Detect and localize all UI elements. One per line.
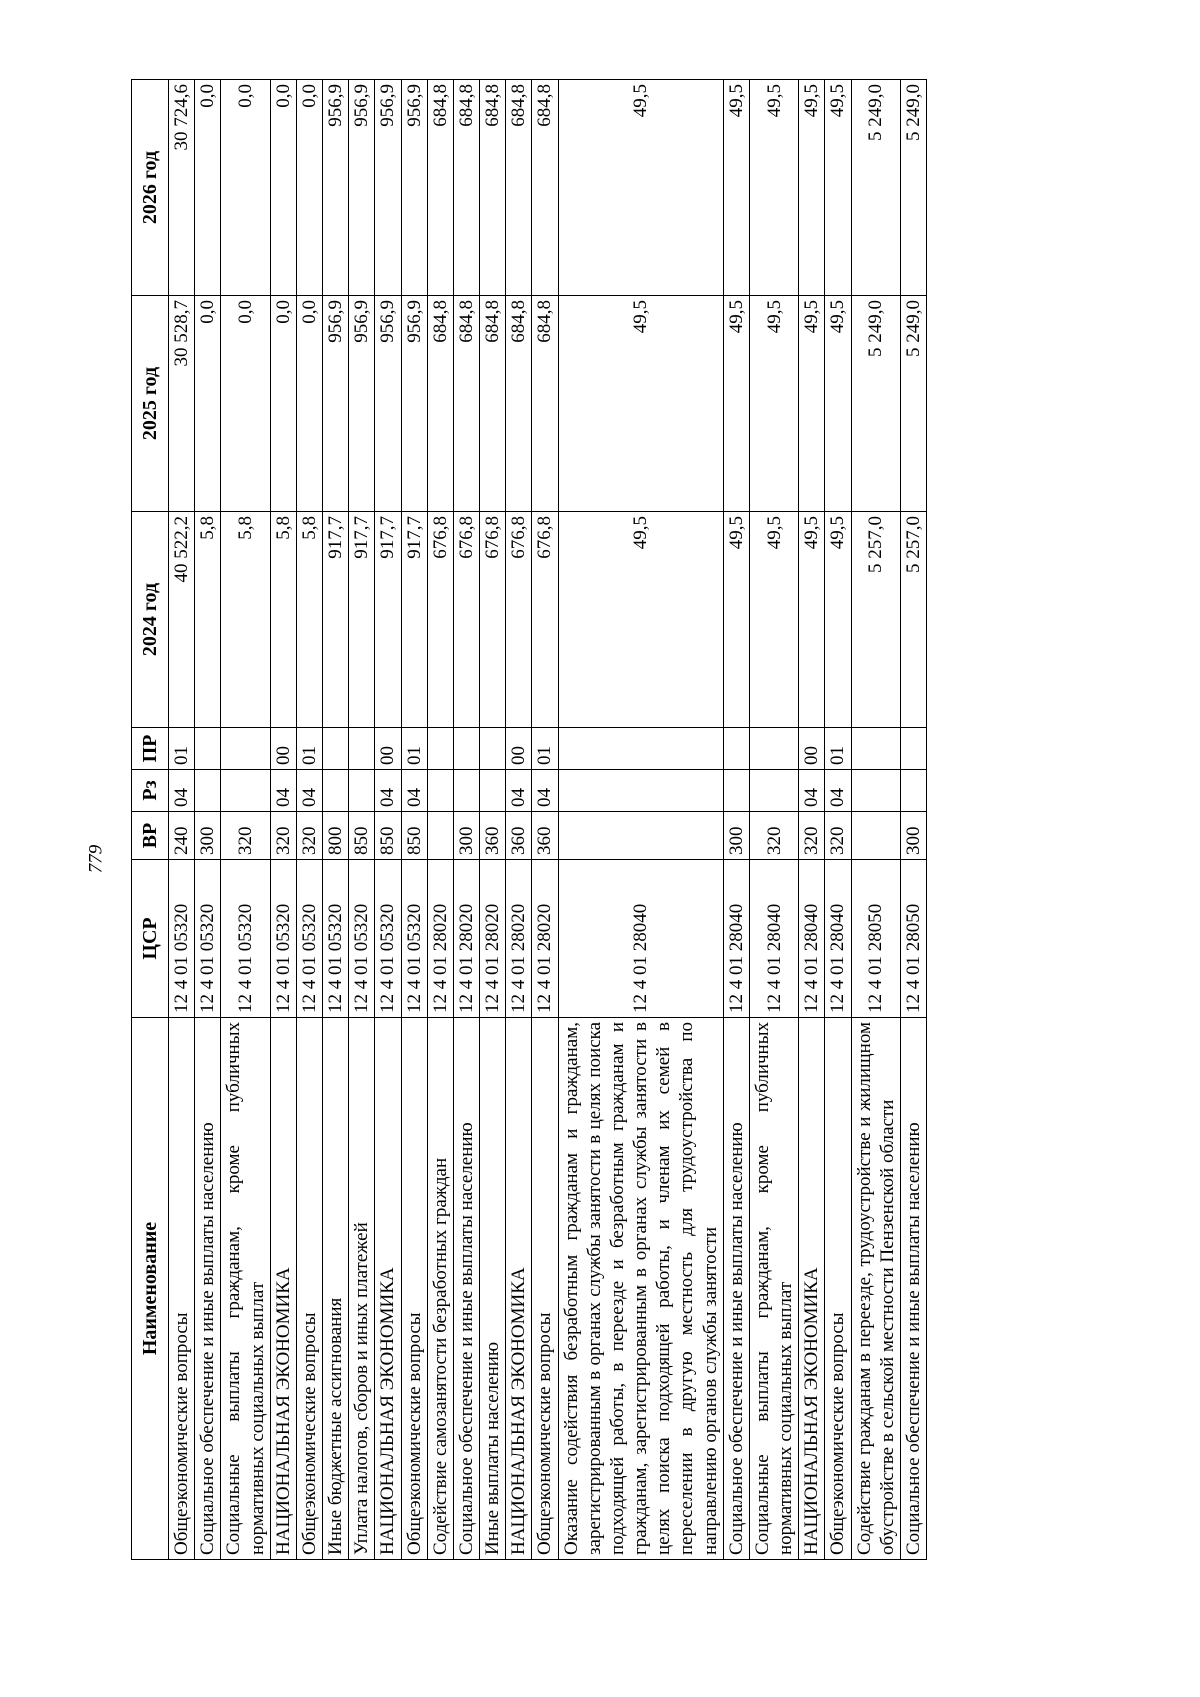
cell-pr: 00 bbox=[799, 728, 825, 770]
cell-2025: 956,9 bbox=[401, 296, 427, 512]
cell-2026: 684,8 bbox=[506, 80, 532, 296]
cell-2024: 917,7 bbox=[349, 512, 375, 728]
cell-name: Социальные выплаты гражданам, кроме публичных нормативных социальных выплат bbox=[221, 1018, 270, 1560]
cell-2026: 956,9 bbox=[323, 80, 349, 296]
table-row bbox=[900, 80, 926, 1560]
cell-2026: 49,5 bbox=[799, 80, 825, 296]
table-header-row bbox=[132, 80, 169, 1560]
cell-rz: 04 bbox=[375, 770, 401, 812]
cell-2025: 49,5 bbox=[723, 296, 749, 512]
cell-name: Оказание содействия безработным гражданам и гражданам, зарегистрированным в органах службы занятости в целях поиска подходящей работы, в переезде и безработным гражданам и гражданам, зарегистрированным в органах службы занятости в целях поиска подходящей работы, и членам их семей в переселении в другую местность для трудоустройства по направлению органов службы занятости bbox=[558, 1018, 723, 1560]
table-row bbox=[480, 80, 506, 1560]
cell-vr bbox=[558, 812, 723, 860]
cell-csr: 12 4 01 28040 bbox=[749, 860, 798, 1018]
cell-2024: 676,8 bbox=[427, 512, 453, 728]
cell-csr: 12 4 01 28040 bbox=[558, 860, 723, 1018]
cell-pr: 00 bbox=[270, 728, 296, 770]
cell-pr: 01 bbox=[532, 728, 558, 770]
cell-name: Социальное обеспечение и иные выплаты населению bbox=[453, 1018, 479, 1560]
cell-pr bbox=[558, 728, 723, 770]
cell-2026: 49,5 bbox=[723, 80, 749, 296]
cell-pr bbox=[221, 728, 270, 770]
cell-pr: 00 bbox=[375, 728, 401, 770]
cell-2026: 956,9 bbox=[375, 80, 401, 296]
cell-vr: 320 bbox=[799, 812, 825, 860]
cell-2025: 49,5 bbox=[749, 296, 798, 512]
table-row bbox=[851, 80, 900, 1560]
cell-rz bbox=[349, 770, 375, 812]
cell-2024: 5 257,0 bbox=[900, 512, 926, 728]
cell-rz: 04 bbox=[270, 770, 296, 812]
cell-2026: 684,8 bbox=[427, 80, 453, 296]
table-row bbox=[427, 80, 453, 1560]
cell-pr bbox=[323, 728, 349, 770]
page-number: 779 bbox=[85, 844, 107, 874]
cell-2026: 956,9 bbox=[349, 80, 375, 296]
cell-2025: 5 249,0 bbox=[851, 296, 900, 512]
cell-2025: 0,0 bbox=[270, 296, 296, 512]
cell-csr: 12 4 01 05320 bbox=[221, 860, 270, 1018]
cell-pr bbox=[900, 728, 926, 770]
cell-2025: 684,8 bbox=[453, 296, 479, 512]
cell-2024: 49,5 bbox=[825, 512, 851, 728]
header-rz: Рз bbox=[132, 770, 169, 812]
cell-2024: 917,7 bbox=[375, 512, 401, 728]
cell-csr: 12 4 01 28040 bbox=[723, 860, 749, 1018]
header-2025: 2025 год bbox=[132, 296, 169, 512]
cell-rz bbox=[480, 770, 506, 812]
cell-2026: 0,0 bbox=[221, 80, 270, 296]
cell-rz: 04 bbox=[799, 770, 825, 812]
cell-vr: 850 bbox=[375, 812, 401, 860]
cell-2025: 49,5 bbox=[825, 296, 851, 512]
cell-2026: 0,0 bbox=[296, 80, 322, 296]
cell-2024: 49,5 bbox=[749, 512, 798, 728]
cell-2024: 676,8 bbox=[532, 512, 558, 728]
cell-2024: 49,5 bbox=[558, 512, 723, 728]
cell-rz bbox=[323, 770, 349, 812]
cell-csr: 12 4 01 28020 bbox=[480, 860, 506, 1018]
cell-csr: 12 4 01 28040 bbox=[799, 860, 825, 1018]
table-row bbox=[825, 80, 851, 1560]
cell-name: Содействие самозанятости безработных граждан bbox=[427, 1018, 453, 1560]
cell-name: Общеэкономические вопросы bbox=[825, 1018, 851, 1560]
cell-2025: 0,0 bbox=[296, 296, 322, 512]
table-row bbox=[506, 80, 532, 1560]
cell-2025: 0,0 bbox=[221, 296, 270, 512]
cell-name: Социальные выплаты гражданам, кроме публичных нормативных социальных выплат bbox=[749, 1018, 798, 1560]
cell-pr: 01 bbox=[169, 728, 195, 770]
cell-pr bbox=[480, 728, 506, 770]
cell-vr: 240 bbox=[169, 812, 195, 860]
cell-rz: 04 bbox=[401, 770, 427, 812]
cell-pr bbox=[427, 728, 453, 770]
cell-vr: 320 bbox=[296, 812, 322, 860]
table-row bbox=[749, 80, 798, 1560]
cell-vr: 300 bbox=[723, 812, 749, 860]
cell-2026: 5 249,0 bbox=[900, 80, 926, 296]
cell-2026: 49,5 bbox=[825, 80, 851, 296]
cell-name: Общеэкономические вопросы bbox=[401, 1018, 427, 1560]
cell-csr: 12 4 01 05320 bbox=[195, 860, 221, 1018]
cell-csr: 12 4 01 28050 bbox=[900, 860, 926, 1018]
cell-csr: 12 4 01 05320 bbox=[323, 860, 349, 1018]
cell-2024: 49,5 bbox=[723, 512, 749, 728]
cell-2024: 676,8 bbox=[453, 512, 479, 728]
cell-csr: 12 4 01 05320 bbox=[401, 860, 427, 1018]
cell-2026: 30 724,6 bbox=[169, 80, 195, 296]
cell-pr: 00 bbox=[506, 728, 532, 770]
cell-2024: 5 257,0 bbox=[851, 512, 900, 728]
cell-vr: 800 bbox=[323, 812, 349, 860]
cell-vr bbox=[427, 812, 453, 860]
cell-rz bbox=[851, 770, 900, 812]
header-2026: 2026 год bbox=[132, 80, 169, 296]
cell-vr: 300 bbox=[453, 812, 479, 860]
cell-vr: 320 bbox=[825, 812, 851, 860]
cell-name: Социальное обеспечение и иные выплаты населению bbox=[900, 1018, 926, 1560]
table-row bbox=[296, 80, 322, 1560]
cell-2026: 0,0 bbox=[270, 80, 296, 296]
cell-name: НАЦИОНАЛЬНАЯ ЭКОНОМИКА bbox=[506, 1018, 532, 1560]
cell-pr bbox=[349, 728, 375, 770]
table-row bbox=[723, 80, 749, 1560]
cell-csr: 12 4 01 05320 bbox=[296, 860, 322, 1018]
table-row bbox=[558, 80, 723, 1560]
cell-csr: 12 4 01 28050 bbox=[851, 860, 900, 1018]
cell-vr: 850 bbox=[401, 812, 427, 860]
cell-2025: 0,0 bbox=[195, 296, 221, 512]
cell-name: НАЦИОНАЛЬНАЯ ЭКОНОМИКА bbox=[270, 1018, 296, 1560]
table-row bbox=[169, 80, 195, 1560]
cell-2025: 49,5 bbox=[799, 296, 825, 512]
table-body bbox=[169, 80, 927, 1560]
cell-rz: 04 bbox=[169, 770, 195, 812]
cell-pr: 01 bbox=[296, 728, 322, 770]
cell-name: Иные бюджетные ассигнования bbox=[323, 1018, 349, 1560]
cell-2026: 49,5 bbox=[749, 80, 798, 296]
rotated-table-sheet bbox=[131, 80, 1091, 1560]
cell-rz bbox=[558, 770, 723, 812]
cell-rz bbox=[221, 770, 270, 812]
cell-2024: 49,5 bbox=[799, 512, 825, 728]
cell-2026: 684,8 bbox=[453, 80, 479, 296]
cell-2025: 684,8 bbox=[427, 296, 453, 512]
table-row bbox=[349, 80, 375, 1560]
cell-2025: 30 528,7 bbox=[169, 296, 195, 512]
cell-2025: 684,8 bbox=[480, 296, 506, 512]
cell-pr bbox=[851, 728, 900, 770]
cell-name: Социальное обеспечение и иные выплаты населению bbox=[723, 1018, 749, 1560]
cell-rz bbox=[749, 770, 798, 812]
cell-csr: 12 4 01 28020 bbox=[506, 860, 532, 1018]
cell-vr: 360 bbox=[506, 812, 532, 860]
cell-pr bbox=[723, 728, 749, 770]
cell-2024: 5,8 bbox=[270, 512, 296, 728]
cell-2025: 5 249,0 bbox=[900, 296, 926, 512]
cell-name: НАЦИОНАЛЬНАЯ ЭКОНОМИКА bbox=[799, 1018, 825, 1560]
header-2024: 2024 год bbox=[132, 512, 169, 728]
cell-2024: 5,8 bbox=[296, 512, 322, 728]
cell-rz: 04 bbox=[506, 770, 532, 812]
cell-csr: 12 4 01 28020 bbox=[427, 860, 453, 1018]
cell-2024: 676,8 bbox=[480, 512, 506, 728]
cell-vr: 300 bbox=[195, 812, 221, 860]
cell-2026: 49,5 bbox=[558, 80, 723, 296]
header-vr: ВР bbox=[132, 812, 169, 860]
cell-pr bbox=[749, 728, 798, 770]
cell-csr: 12 4 01 28040 bbox=[825, 860, 851, 1018]
cell-vr: 320 bbox=[749, 812, 798, 860]
cell-2024: 40 522,2 bbox=[169, 512, 195, 728]
cell-rz: 04 bbox=[532, 770, 558, 812]
cell-pr bbox=[195, 728, 221, 770]
cell-csr: 12 4 01 05320 bbox=[349, 860, 375, 1018]
cell-pr: 01 bbox=[401, 728, 427, 770]
cell-rz bbox=[723, 770, 749, 812]
cell-2024: 5,8 bbox=[195, 512, 221, 728]
cell-2024: 917,7 bbox=[401, 512, 427, 728]
cell-2026: 684,8 bbox=[480, 80, 506, 296]
table-row bbox=[195, 80, 221, 1560]
cell-name: Общеэкономические вопросы bbox=[296, 1018, 322, 1560]
cell-2024: 676,8 bbox=[506, 512, 532, 728]
cell-pr: 01 bbox=[825, 728, 851, 770]
cell-csr: 12 4 01 05320 bbox=[270, 860, 296, 1018]
cell-rz bbox=[900, 770, 926, 812]
cell-2025: 684,8 bbox=[506, 296, 532, 512]
header-csr: ЦСР bbox=[132, 860, 169, 1018]
cell-vr: 360 bbox=[532, 812, 558, 860]
cell-2026: 956,9 bbox=[401, 80, 427, 296]
header-pr: ПР bbox=[132, 728, 169, 770]
cell-vr: 300 bbox=[900, 812, 926, 860]
cell-vr: 320 bbox=[221, 812, 270, 860]
cell-pr bbox=[453, 728, 479, 770]
cell-rz: 04 bbox=[296, 770, 322, 812]
cell-csr: 12 4 01 28020 bbox=[532, 860, 558, 1018]
cell-name: Уплата налогов, сборов и иных платежей bbox=[349, 1018, 375, 1560]
table-row bbox=[401, 80, 427, 1560]
cell-name: Иные выплаты населению bbox=[480, 1018, 506, 1560]
cell-csr: 12 4 01 05320 bbox=[169, 860, 195, 1018]
table-row bbox=[270, 80, 296, 1560]
table-row bbox=[221, 80, 270, 1560]
cell-rz bbox=[453, 770, 479, 812]
header-name: Наименование bbox=[132, 1018, 169, 1560]
cell-2026: 684,8 bbox=[532, 80, 558, 296]
cell-rz bbox=[195, 770, 221, 812]
cell-2025: 956,9 bbox=[349, 296, 375, 512]
cell-2026: 0,0 bbox=[195, 80, 221, 296]
table-row bbox=[323, 80, 349, 1560]
cell-2026: 5 249,0 bbox=[851, 80, 900, 296]
cell-csr: 12 4 01 28020 bbox=[453, 860, 479, 1018]
table-row bbox=[453, 80, 479, 1560]
cell-csr: 12 4 01 05320 bbox=[375, 860, 401, 1018]
cell-vr bbox=[851, 812, 900, 860]
cell-2025: 956,9 bbox=[375, 296, 401, 512]
cell-name: НАЦИОНАЛЬНАЯ ЭКОНОМИКА bbox=[375, 1018, 401, 1560]
cell-2024: 917,7 bbox=[323, 512, 349, 728]
table-row bbox=[375, 80, 401, 1560]
cell-vr: 850 bbox=[349, 812, 375, 860]
cell-2025: 684,8 bbox=[532, 296, 558, 512]
cell-name: Общеэкономические вопросы bbox=[169, 1018, 195, 1560]
cell-vr: 320 bbox=[270, 812, 296, 860]
cell-rz: 04 bbox=[825, 770, 851, 812]
cell-2024: 5,8 bbox=[221, 512, 270, 728]
table-row bbox=[799, 80, 825, 1560]
cell-2025: 49,5 bbox=[558, 296, 723, 512]
cell-name: Социальное обеспечение и иные выплаты населению bbox=[195, 1018, 221, 1560]
cell-vr: 360 bbox=[480, 812, 506, 860]
cell-name: Общеэкономические вопросы bbox=[532, 1018, 558, 1560]
table-row bbox=[532, 80, 558, 1560]
cell-rz bbox=[427, 770, 453, 812]
budget-table bbox=[131, 79, 927, 1560]
cell-2025: 956,9 bbox=[323, 296, 349, 512]
cell-name: Содействие гражданам в переезде, трудоустройстве и жилищном обустройстве в сельской местности Пензенской области bbox=[851, 1018, 900, 1560]
